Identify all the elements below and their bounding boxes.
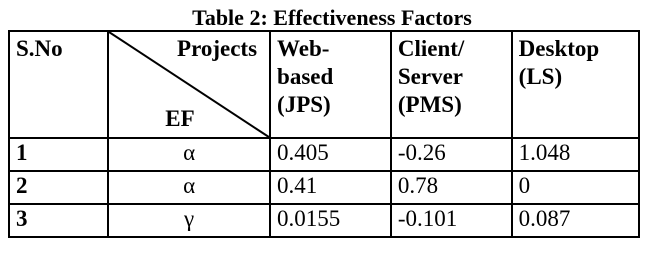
- cell-client-server: 0.78: [391, 171, 512, 204]
- header-projects-ef: [108, 31, 270, 138]
- header-web-line-2: based: [277, 64, 334, 89]
- cell-client-server: -0.26: [391, 138, 512, 171]
- header-web-line-3: (JPS): [277, 92, 331, 117]
- cell-web: 0.0155: [270, 204, 391, 237]
- cell-sno: 1: [9, 138, 108, 171]
- table-row: [9, 204, 639, 237]
- cell-client-server: -0.101: [391, 204, 512, 237]
- header-cs-line-2: Server: [397, 64, 463, 89]
- header-ef-label: EF: [165, 106, 195, 131]
- cell-factor: γ: [108, 204, 270, 237]
- effectiveness-factors-table: [8, 30, 640, 238]
- header-cs-line-1: Client/: [397, 36, 465, 61]
- cell-desktop: 1.048: [512, 138, 639, 171]
- header-web-line-1: Web-: [277, 36, 330, 61]
- header-desktop: [512, 31, 639, 138]
- header-web-based: [270, 31, 391, 138]
- cell-factor: α: [108, 138, 270, 171]
- table-caption: Table 2: Effectiveness Factors: [192, 5, 472, 30]
- header-client-server: [391, 31, 512, 138]
- header-sno: S.No: [9, 31, 108, 138]
- header-projects-label: Projects: [177, 36, 258, 61]
- cell-sno: 3: [9, 204, 108, 237]
- table-row: [9, 171, 639, 204]
- cell-sno: 2: [9, 171, 108, 204]
- cell-web: 0.41: [270, 171, 391, 204]
- cell-web: 0.405: [270, 138, 391, 171]
- header-desktop-line-1: Desktop: [518, 36, 600, 61]
- header-desktop-line-2: (LS): [518, 64, 563, 89]
- cell-desktop: 0: [512, 171, 639, 204]
- table-row: [9, 138, 639, 171]
- cell-factor: α: [108, 171, 270, 204]
- header-row: [9, 31, 639, 138]
- header-cs-line-3: (PMS): [397, 92, 462, 117]
- cell-desktop: 0.087: [512, 204, 639, 237]
